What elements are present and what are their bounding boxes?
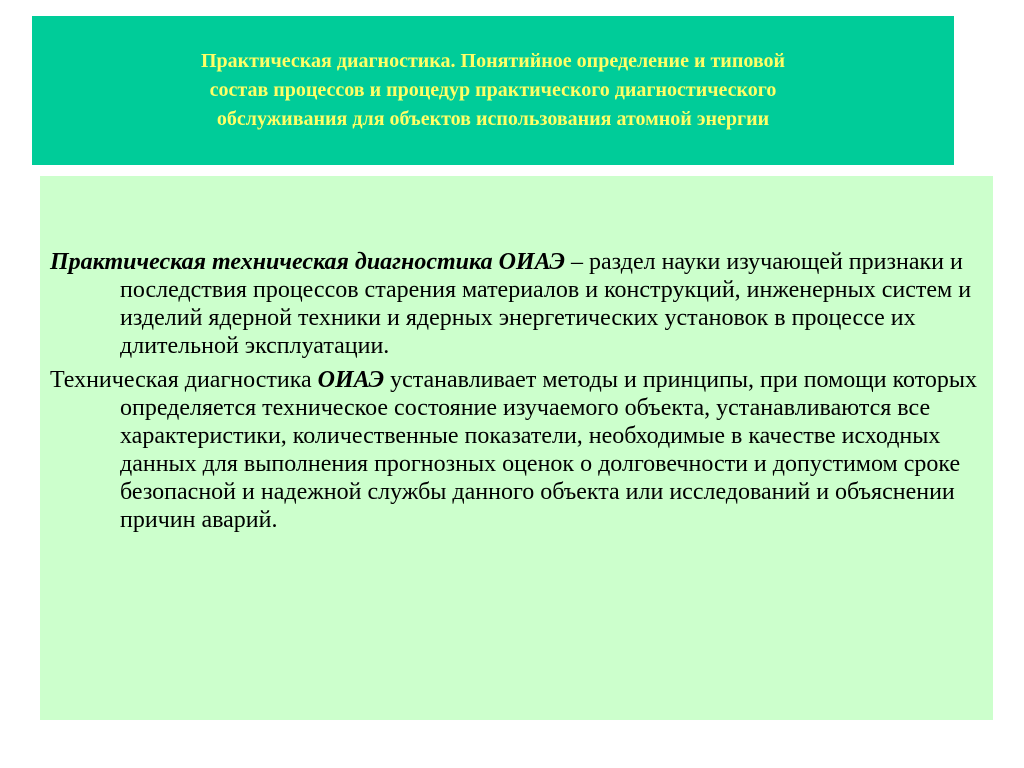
title-line-2: состав процессов и процедур практического диагностического [209,79,777,101]
slide-title [123,47,863,134]
definition-term-2: ОИАЭ [317,367,385,393]
definition-paragraph-2 [50,366,979,534]
definition-text-1: – раздел науки изучающей признаки и последствия процессов старения материалов и конструкций, инженерных систем и изделий ядерной техники и ядерных энергетических установок в процессе их длительной эксплуатации. [120,249,972,359]
definition-prefix-2: Техническая диагностика [50,367,318,393]
definition-term-1: Практическая техническая диагностика ОИАЭ [50,249,566,275]
title-line-3: обслуживания для объектов использования атомной энергии [216,108,770,130]
title-line-1: Практическая диагностика. Понятийное определение и типовой [200,50,786,72]
definition-paragraph-1 [50,248,979,360]
definition-text-2: устанавливает методы и принципы, при помощи которых определяется техническое состояние изучаемого объекта, устанавливаются все характеристики, количественные показатели, необходимые в качестве исходных данных для выполнения прогнозных оценок о долговечности и допустимом сроке безопасной и надежной службы данного объекта или исследований и объяснении причин аварий. [120,367,978,533]
content-panel [40,176,993,720]
title-banner [32,16,954,165]
